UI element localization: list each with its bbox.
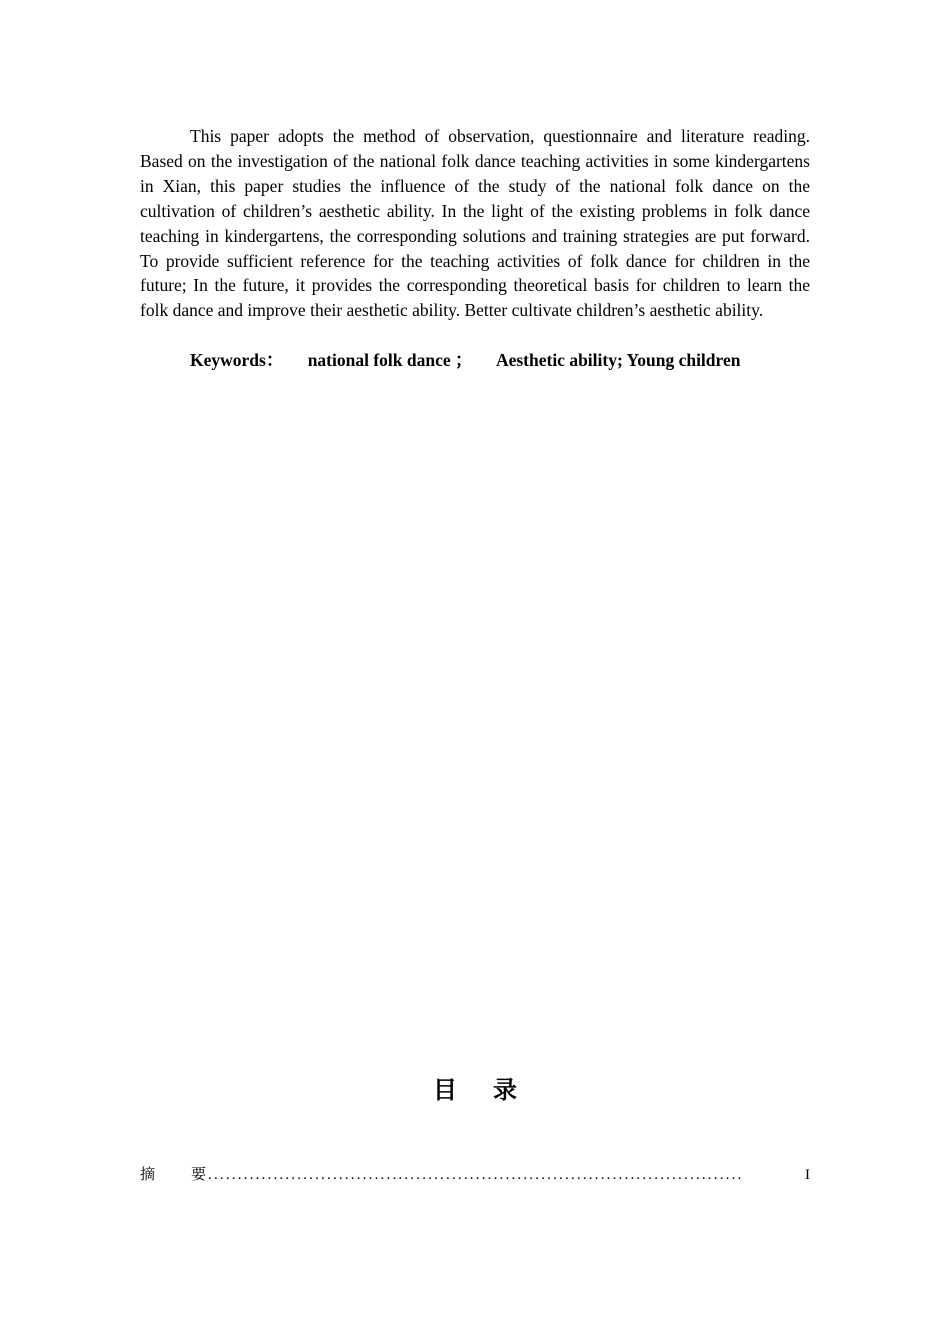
toc-entry-label-char-2: 要 — [190, 1165, 206, 1183]
keyword-list-rest: Aesthetic ability; Young children — [495, 350, 741, 370]
toc-title-char-1: 目 — [433, 1076, 457, 1104]
toc-title — [0, 1072, 950, 1108]
toc-dot-leader: .......................................................................................... — [208, 1167, 744, 1183]
toc-entry-label-char-1: 摘 — [140, 1165, 156, 1183]
keywords-line — [190, 348, 830, 373]
keyword-national-folk-dance: national folk dance — [307, 350, 451, 370]
toc-title-char-2: 录 — [493, 1076, 517, 1104]
abstract-paragraph: This paper adopts the method of observation, questionnaire and literature reading. Based on the investigation of the national folk dance teaching activities in some kindergartens in Xian, this paper studies the influence of the study of the national folk dance on the cultivation of children’s aesthetic ability. In the light of the existing problems in folk dance teaching in kindergartens, the corresponding solutions and training strategies are put forward. To provide sufficient reference for the teaching activities of folk dance for children in the future; In the future, it provides the corresponding theoretical basis for children to learn the folk dance and improve their aesthetic ability. Better cultivate children’s aesthetic ability. — [140, 126, 810, 321]
toc-entry-abstract[interactable] — [140, 1162, 810, 1186]
keyword-separator: ； — [455, 350, 473, 370]
toc-entry-label — [140, 1162, 206, 1186]
toc-page-number: I — [805, 1167, 810, 1183]
keywords-label: Keywords： — [190, 350, 284, 370]
